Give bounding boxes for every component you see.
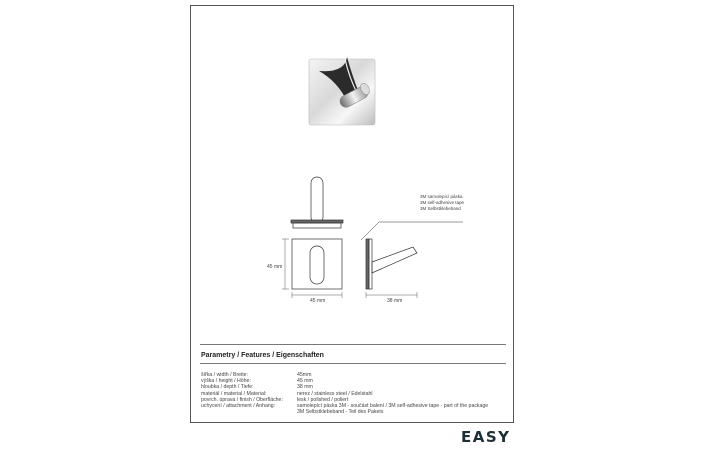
- brand-logo: EASY: [461, 428, 511, 446]
- product-datasheet: [190, 5, 514, 423]
- technical-drawing: [191, 6, 515, 336]
- tape-callout-line: 3M samolepící páska: [420, 194, 463, 199]
- tape-callout-line: 3M Selbstklebeband: [420, 206, 461, 212]
- side-view-tape: [366, 239, 369, 289]
- front-view-plate: [292, 239, 342, 289]
- top-view-hook-pin: [311, 177, 323, 223]
- spec-label: šířka / width / Breite:: [201, 372, 248, 378]
- tape-callout: [420, 194, 464, 213]
- spec-value: 45mm: [297, 372, 312, 378]
- side-view-plate: [369, 239, 372, 289]
- spec-value: samolepící páska 3M - součást balení / 3M self-adhesive tape - part of the package: [297, 403, 489, 410]
- spec-value: 3M Selbstklebeband - Teil des Pakets: [297, 409, 384, 416]
- parameters-table: [201, 372, 507, 415]
- parameters-title: Parametry / Features / Eigenschaften: [201, 352, 324, 359]
- spec-value: lesk / polished / poliert: [297, 396, 349, 403]
- tape-callout-line: 3M self-adhesive tape: [420, 200, 465, 206]
- section-divider-top: [200, 344, 506, 345]
- height-dimension-label: 45 mm: [267, 264, 283, 270]
- spec-label: [201, 409, 297, 415]
- spec-row: [201, 409, 507, 415]
- spec-label: uchycení / attachment / Anhang:: [201, 403, 276, 410]
- front-view-hook: [310, 246, 324, 284]
- spec-label: materiál / material / Material:: [201, 390, 267, 397]
- spec-value: 38 mm: [297, 384, 313, 391]
- spec-value: nerez / stainless steel / Edelstahl: [297, 390, 373, 397]
- width-dimension-label: 45 mm: [310, 298, 326, 304]
- spec-value: 45 mm: [297, 378, 313, 385]
- spec-label: hloubka / depth / Tiefe:: [201, 384, 254, 391]
- side-view-hook: [372, 247, 417, 273]
- spec-label: výška / height / Höhe:: [201, 378, 251, 385]
- section-divider-bottom: [200, 363, 506, 364]
- spec-label: povrch. úprava / finish / Oberfläche:: [201, 396, 283, 403]
- top-view-tape: [291, 220, 343, 223]
- depth-dimension-label: 38 mm: [387, 298, 403, 304]
- top-view-plate: [293, 223, 341, 228]
